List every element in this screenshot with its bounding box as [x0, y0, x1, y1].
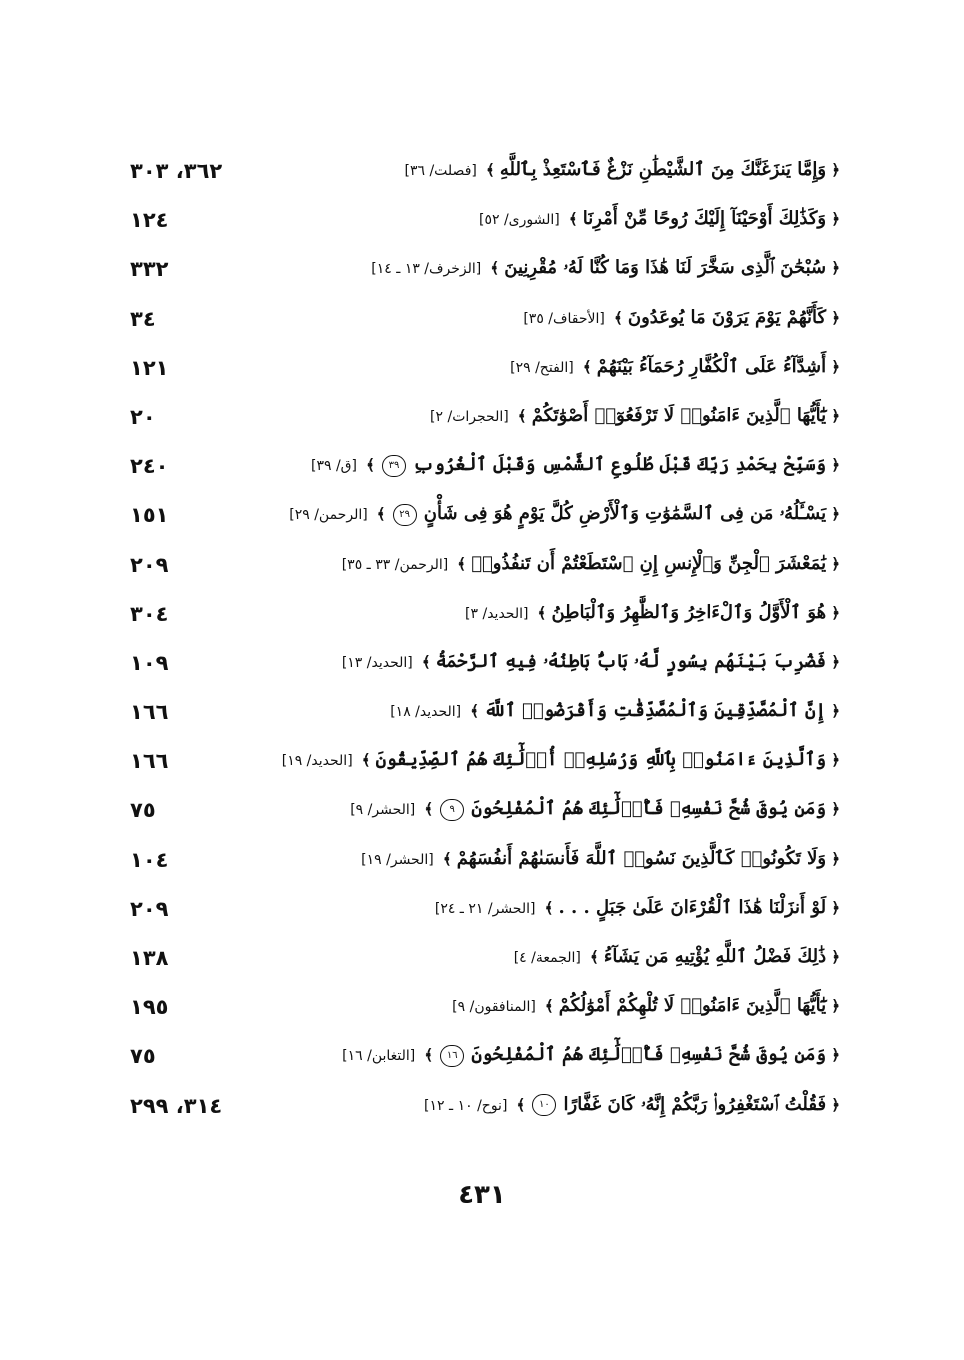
surah-reference: [الحجرات/ ٢] [430, 408, 509, 425]
ayah-number-marker: ١٠ [532, 1094, 556, 1116]
open-bracket: ﴿ [831, 800, 840, 819]
verse-text: يَٰٓأَيُّهَا ٱلَّذِينَ ءَامَنُوا۟ لَا تُلْهِكُمْ أَمْوَٰلُكُمْ [558, 995, 827, 1017]
index-row [130, 986, 840, 1035]
surah-reference: [الحديد/ ١٣] [341, 654, 413, 671]
page-references: ١٣٨ [130, 946, 169, 970]
page-number: ٤٣١ [458, 1180, 506, 1210]
verse-text: أَشِدَّآءُ عَلَى ٱلْكُفَّارِ رُحَمَآءُ بَيْنَهُمْ [596, 355, 827, 377]
page-references: ١٠٤ [130, 847, 169, 872]
page-references: ٢٠٩ [130, 552, 169, 577]
open-bracket: ﴿ [831, 259, 840, 278]
verse-entry [280, 548, 840, 581]
index-row [130, 199, 840, 248]
surah-reference: [الجمعة/ ٤] [513, 950, 581, 966]
open-bracket: ﴿ [831, 1095, 840, 1114]
verse-entry [280, 400, 840, 433]
page-references: ١٢٤ [130, 208, 169, 233]
verse-text: وَمَن يُوقَ شُحَّ نَفْسِهِۦ فَأُو۟لَٰٓئِكَ هُمُ ٱلْمُفْلِحُونَ [471, 798, 827, 820]
page-references: ١٠٩ [130, 650, 169, 675]
open-bracket: ﴿ [831, 210, 840, 229]
close-bracket: ﴾ [517, 406, 527, 425]
open-bracket: ﴿ [831, 1046, 840, 1065]
verse-entry [280, 154, 840, 187]
open-bracket: ﴿ [831, 702, 840, 721]
page-references: ٧٥ [130, 1044, 156, 1069]
close-bracket: ﴾ [485, 161, 495, 179]
verse-entry [280, 302, 840, 335]
surah-reference: [الحديد/ ١٩] [281, 753, 353, 770]
close-bracket: ﴾ [366, 456, 375, 475]
verse-entry [280, 990, 840, 1023]
verse-text: يَسْـَٔلُهُۥ مَن فِى ٱلسَّمَٰوَٰتِ وَٱلْأَرْضِ كُلَّ يَوْمٍ هُوَ فِى شَأْنٍ [423, 503, 827, 525]
close-bracket: ﴾ [361, 751, 371, 770]
index-row [130, 593, 840, 642]
verse-text: إِنَّ ٱلْمُصَّدِّقِينَ وَٱلْمُصَّدِّقَٰتِ وَأَقْرَضُوا۟ ٱللَّهَ [484, 700, 827, 722]
verse-text: وَسَبِّحْ بِحَمْدِ رَبِّكَ قَبْلَ طُلُوعِ ٱلشَّمْسِ وَقَبْلَ ٱلْغُرُوبِ [413, 454, 827, 476]
page-references: ١٦٦ [130, 749, 169, 774]
verse-text: ذَٰلِكَ فَضْلُ ٱللَّهِ يُؤْتِيهِ مَن يَشَآءُ [603, 946, 827, 967]
index-row [130, 937, 840, 986]
page-references: ٣٣٢ [130, 257, 169, 282]
verse-text: فَضُرِبَ بَيْنَهُم بِسُورٍ لَّهُۥ بَابٌۢ بَاطِنُهُۥ فِيهِ ٱلرَّحْمَةُ [435, 650, 827, 672]
close-bracket: ﴾ [582, 357, 592, 376]
open-bracket: ﴿ [831, 406, 840, 425]
open-bracket: ﴿ [831, 505, 840, 524]
index-row [130, 1085, 840, 1134]
verse-entry [280, 941, 840, 974]
index-row [130, 740, 840, 789]
verse-entry [280, 597, 840, 630]
surah-reference: [الفتح/ ٢٩] [510, 359, 574, 376]
index-row [130, 150, 840, 199]
index-row [130, 789, 840, 838]
surah-reference: [الشورى/ ٥٢] [479, 212, 560, 229]
verse-text: فَقُلْتُ ٱسْتَغْفِرُوا۟ رَبَّكُمْ إِنَّهُۥ كَانَ غَفَّارًا [563, 1093, 827, 1115]
open-bracket: ﴿ [831, 308, 840, 327]
index-row [130, 248, 840, 297]
index-row [130, 347, 840, 396]
page-references: ١٦٦ [130, 700, 169, 725]
page-references: ٧٥ [130, 798, 156, 823]
verse-entry [280, 1039, 840, 1072]
page-references: ٣٠٤ [130, 601, 169, 626]
index-row [130, 544, 840, 593]
page-references: ٢٤٠ [130, 454, 169, 479]
verse-text: هُوَ ٱلْأَوَّلُ وَٱلْءَاخِرُ وَٱلظَّٰهِرُ وَٱلْبَاطِنُ [551, 601, 827, 623]
verse-entry [280, 695, 840, 728]
close-bracket: ﴾ [376, 505, 386, 524]
ayah-number-marker: ٣٩ [382, 455, 406, 477]
verse-text: وَكَذَٰلِكَ أَوْحَيْنَآ إِلَيْكَ رُوحًا مِّنْ أَمْرِنَا [582, 208, 827, 230]
verse-entry [280, 498, 840, 531]
page-references: ١٢١ [130, 355, 169, 380]
open-bracket: ﴿ [831, 161, 840, 179]
surah-reference: [التغابن/ ١٦] [342, 1048, 416, 1065]
page-references: ١٩٥ [130, 995, 169, 1020]
surah-reference: [الحشر/ ٩] [350, 802, 416, 819]
surah-reference: [الحشر/ ٢١ ـ ٢٤] [434, 900, 536, 917]
close-bracket: ﴾ [424, 1046, 434, 1065]
close-bracket: ﴾ [516, 1095, 526, 1114]
page-references: ٣٤ [130, 306, 156, 331]
close-bracket: ﴾ [544, 898, 554, 917]
close-bracket: ﴾ [457, 554, 467, 573]
open-bracket: ﴿ [831, 948, 840, 966]
page-references: ١٥١ [130, 503, 169, 528]
verse-entry [280, 252, 840, 285]
close-bracket: ﴾ [537, 603, 547, 622]
ayah-number-marker: ٢٩ [393, 504, 417, 526]
verse-entry [280, 351, 840, 384]
ayah-number-marker: ٩ [440, 799, 464, 821]
surah-reference: [الرحمن/ ٢٩] [289, 507, 368, 524]
verse-text: وَٱلَّذِينَ ءَامَنُوا۟ بِٱللَّهِ وَرُسُلِهِۦٓ أُو۟لَٰٓئِكَ هُمُ ٱلصِّدِّيقُونَ [375, 749, 827, 771]
close-bracket: ﴾ [544, 997, 554, 1016]
verse-entry [280, 892, 840, 925]
index-row [130, 1035, 840, 1084]
verse-text: وَإِمَّا يَنزَغَنَّكَ مِنَ ٱلشَّيْطَٰنِ نَزْغٌ فَٱسْتَعِذْ بِٱللَّهِ [499, 159, 827, 180]
verse-entry [280, 449, 840, 482]
index-row [130, 494, 840, 543]
page-references: ٣٦٢، ٣٠٣ [130, 159, 223, 183]
surah-reference: [الحديد/ ٣] [465, 605, 529, 622]
index-row [130, 445, 840, 494]
verse-entry [280, 793, 840, 826]
surah-reference: [نوح/ ١٠ ـ ١٢] [424, 1097, 508, 1114]
verse-entry [280, 1089, 840, 1122]
open-bracket: ﴿ [831, 456, 840, 475]
surah-reference: [الأحقاف/ ٣٥] [523, 310, 605, 327]
verse-entry [280, 843, 840, 876]
ayah-number-marker: ١٦ [440, 1045, 464, 1067]
verse-text: كَأَنَّهُمْ يَوْمَ يَرَوْنَ مَا يُوعَدُونَ [627, 306, 827, 328]
page-references: ٢٠ [130, 404, 156, 429]
surah-reference: [الرحمن/ ٣٣ ـ ٣٥] [341, 556, 449, 573]
open-bracket: ﴿ [831, 849, 840, 868]
close-bracket: ﴾ [424, 800, 434, 819]
close-bracket: ﴾ [613, 308, 623, 327]
surah-reference: [الحديد/ ١٨] [390, 704, 462, 721]
open-bracket: ﴿ [831, 357, 840, 376]
close-bracket: ﴾ [490, 259, 500, 278]
page-references: ٢٠٩ [130, 896, 169, 921]
surah-reference: [الحشر/ ١٩] [361, 851, 434, 868]
verse-text: لَوْ أَنزَلْنَا هَٰذَا ٱلْقُرْءَانَ عَلَىٰ جَبَلٍ . . . [558, 896, 827, 918]
open-bracket: ﴿ [831, 652, 840, 671]
close-bracket: ﴾ [442, 849, 452, 868]
verse-text: يَٰمَعْشَرَ ٱلْجِنِّ وَٱلْإِنسِ إِنِ ٱسْتَطَعْتُمْ أَن تَنفُذُوا۟ [471, 552, 827, 574]
close-bracket: ﴾ [421, 652, 431, 671]
index-row [130, 298, 840, 347]
verse-index-table [130, 150, 840, 1134]
index-row [130, 888, 840, 937]
verse-text: وَلَا تَكُونُوا۟ كَٱلَّذِينَ نَسُوا۟ ٱللَّهَ فَأَنسَىٰهُمْ أَنفُسَهُمْ [456, 847, 827, 869]
close-bracket: ﴾ [589, 948, 599, 966]
verse-text: وَمَن يُوقَ شُحَّ نَفْسِهِۦ فَأُو۟لَٰٓئِكَ هُمُ ٱلْمُفْلِحُونَ [471, 1044, 827, 1066]
open-bracket: ﴿ [831, 554, 840, 573]
surah-reference: [المنافقون/ ٩] [452, 999, 536, 1016]
open-bracket: ﴿ [831, 898, 840, 917]
verse-entry [280, 744, 840, 777]
index-row [130, 691, 840, 740]
verse-entry [280, 646, 840, 679]
surah-reference: [الزخرف/ ١٣ ـ ١٤] [371, 261, 482, 278]
open-bracket: ﴿ [831, 603, 840, 622]
open-bracket: ﴿ [831, 997, 840, 1016]
index-row [130, 839, 840, 888]
index-row [130, 642, 840, 691]
verse-text: سُبْحَٰنَ ٱلَّذِى سَخَّرَ لَنَا هَٰذَا وَمَا كُنَّا لَهُۥ مُقْرِنِينَ [504, 257, 827, 279]
close-bracket: ﴾ [470, 702, 480, 721]
page-references: ٣١٤، ٢٩٩ [130, 1093, 223, 1118]
open-bracket: ﴿ [831, 751, 840, 770]
close-bracket: ﴾ [568, 210, 578, 229]
surah-reference: [فصلت/ ٣٦] [404, 163, 477, 179]
verse-text: يَٰٓأَيُّهَا ٱلَّذِينَ ءَامَنُوا۟ لَا تَرْفَعُوٓا۟ أَصْوَٰتَكُمْ [531, 404, 827, 426]
index-row [130, 396, 840, 445]
surah-reference: [ق/ ٣٩] [311, 458, 358, 475]
verse-entry [280, 203, 840, 236]
